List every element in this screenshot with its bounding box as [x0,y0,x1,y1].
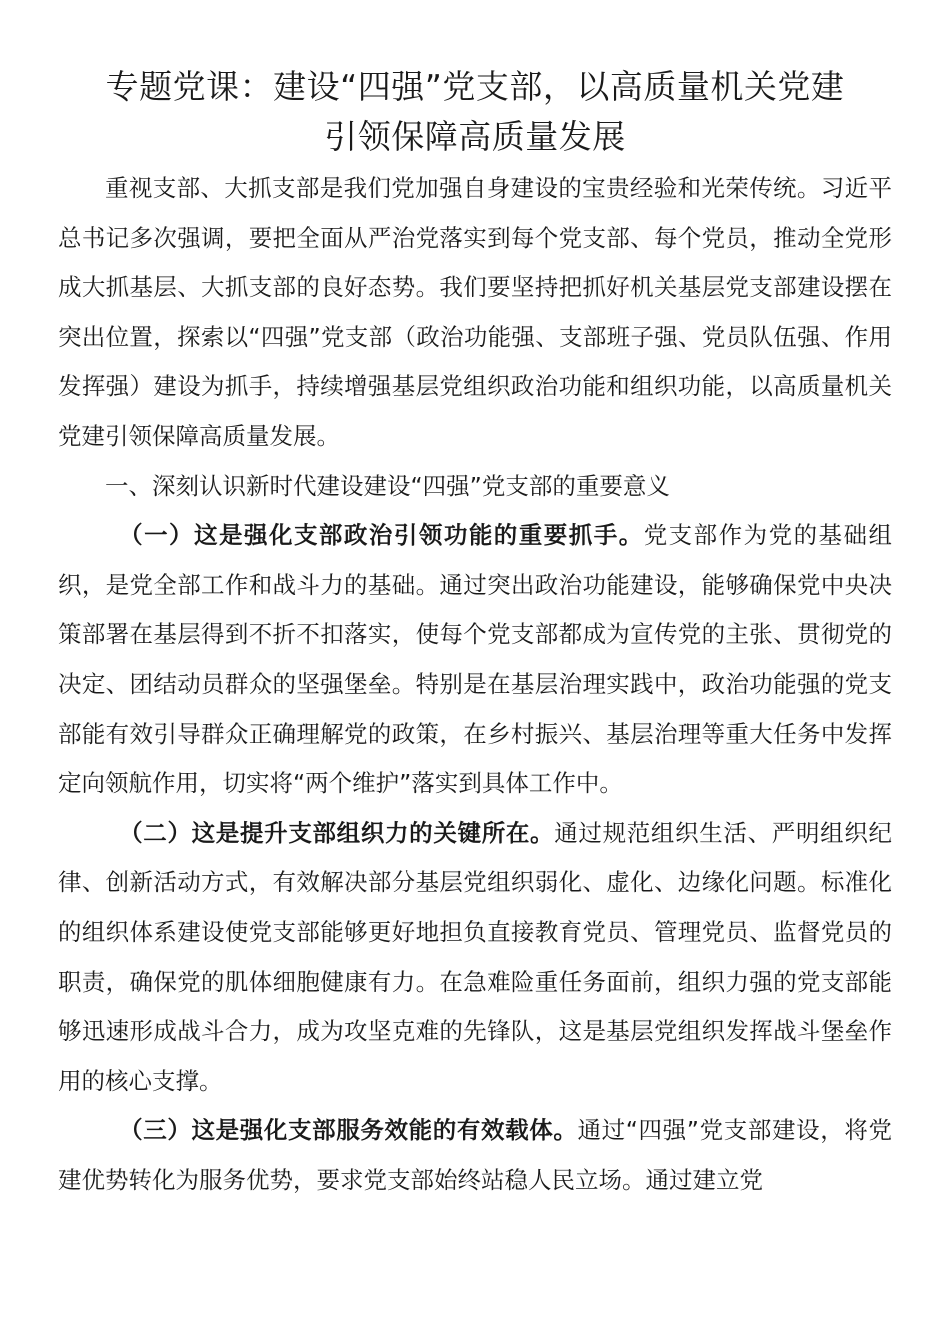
subsection-1-lead: （一）这是强化支部政治引领功能的重要抓手。 [119,521,644,550]
document-title [58,62,892,162]
section-heading-1: 一、深刻认识新时代建设建设“四强”党支部的重要意义 [105,471,670,500]
title-line-2: 引领保障高质量发展 [324,117,626,156]
document-page [58,62,892,1205]
intro-paragraph: 重视支部、大抓支部是我们党加强自身建设的宝贵经验和光荣传统。习近平总书记多次强调，要把全面从严治党落实到每个党支部、每个党员，推动全党形成大抓基层、大抓支部的良好态势。我们要坚持把抓好机关基层党支部建设摆在突出位置，探索以“四强”党支部（政治功能强、支部班子强、党员队伍强、作用发挥强）建设为抓手，持续增强基层党组织政治功能和组织功能，以高质量机关党建引领保障高质量发展。 [58,174,892,450]
subsection-2-lead: （二）这是提升支部组织力的关键所在。 [119,818,555,847]
subsection-3 [58,1106,892,1205]
subsection-1-text: 党支部作为党的基础组织，是党全部工作和战斗力的基础。通过突出政治功能建设，能够确保党中央决策部署在基层得到不折不扣落实，使每个党支部都成为宣传党的主张、贯彻党的决定、团结动员群众的坚强堡垒。特别是在基层治理实践中，政治功能强的党支部能有效引导群众正确理解党的政策，在乡村振兴、基层治理等重大任务中发挥定向领航作用，切实将“两个维护”落实到具体工作中。 [58,521,893,798]
title-line-1: 专题党课：建设“四强”党支部，以高质量机关党建 [105,67,845,106]
subsection-2-text: 通过规范组织生活、严明组织纪律、创新活动方式，有效解决部分基层党组织弱化、虚化、边缘化问题。标准化的组织体系建设使党支部能够更好地担负直接教育党员、管理党员、监督党员的职责，确保党的肌体细胞健康有力。在急难险重任务面前，组织力强的党支部能够迅速形成战斗合力，成为攻坚克难的先锋队，这是基层党组织发挥战斗堡垒作用的核心支撑。 [58,818,893,1095]
subsection-3-lead: （三）这是强化支部服务效能的有效载体。 [119,1116,578,1145]
subsection-2 [58,809,892,1107]
document-body [58,164,892,1205]
subsection-3-text: 通过“四强”党支部建设，将党建优势转化为服务优势，要求党支部始终站稳人民立场。通过建立党 [58,1116,892,1194]
subsection-1 [58,511,892,809]
